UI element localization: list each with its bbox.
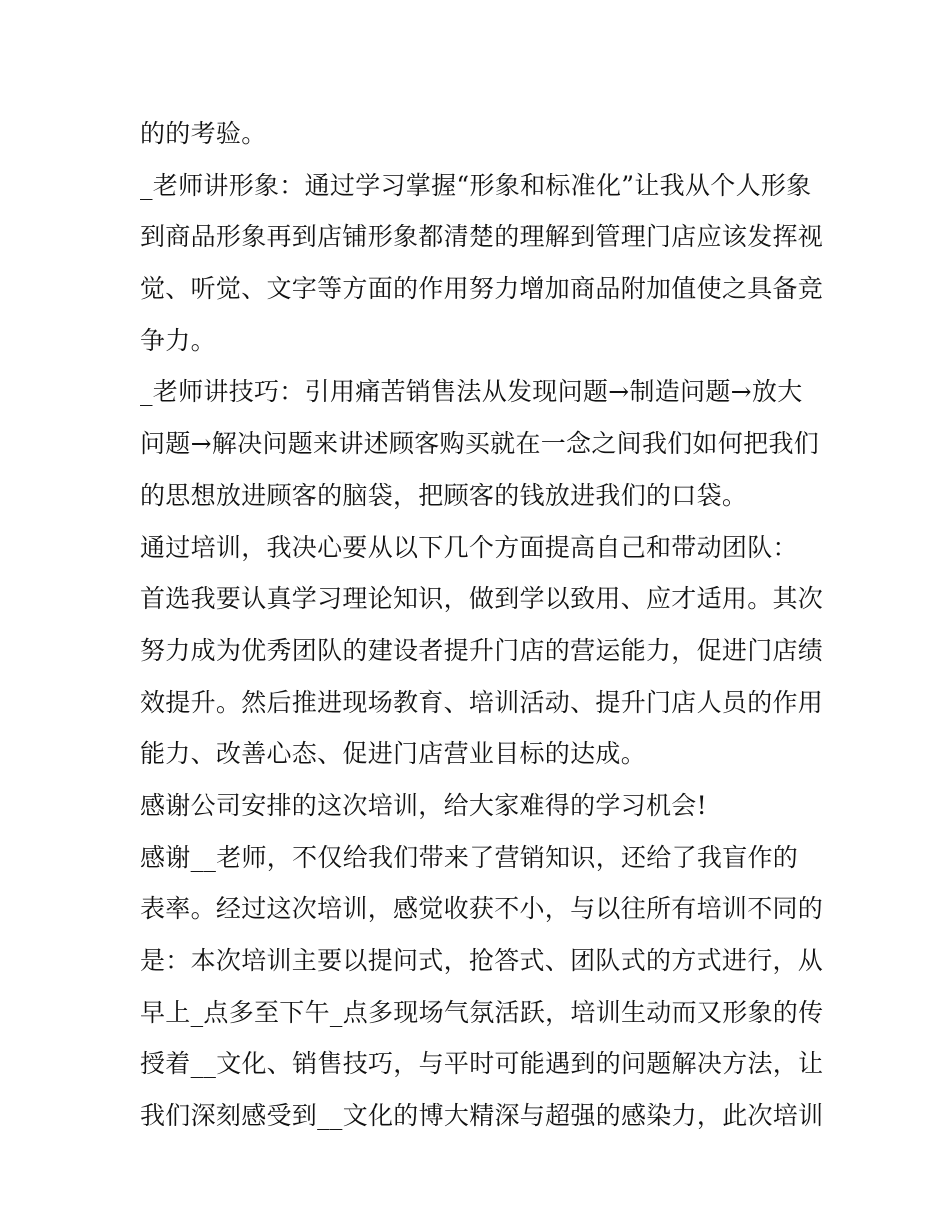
text-line: 授着__文化、销售技巧，与平时可能遇到的问题解决方法，让 (140, 1049, 824, 1079)
text-line: 争力。 (140, 325, 216, 355)
text-line: 通过培训，我决心要从以下几个方面提高自己和带动团队： (140, 532, 798, 562)
text-line: _老师讲技巧：引用痛苦销售法从发现问题→制造问题→放大 (140, 377, 803, 407)
text-line: 能力、改善心态、促进门店营业目标的达成。 (140, 739, 647, 769)
text-line: 首选我要认真学习理论知识，做到学以致用、应才适用。其次 (140, 584, 824, 614)
text-line: 的思想放进顾客的脑袋，把顾客的钱放进我们的口袋。 (140, 480, 748, 510)
body-text (140, 108, 824, 1142)
text-line: 感谢__老师，不仅给我们带来了营销知识，还给了我盲作的 (140, 842, 799, 872)
text-line: 我们深刻感受到__文化的博大精深与超强的感染力，此次培训 (140, 1101, 824, 1131)
text-line: 表率。经过这次培训，感觉收获不小，与以往所有培训不同的 (140, 894, 824, 924)
text-line: 是：本次培训主要以提问式，抢答式、团队式的方式进行，从 (140, 946, 824, 975)
text-line: 努力成为优秀团队的建设者提升门店的营运能力，促进门店绩 (140, 635, 824, 665)
text-line: 到商品形象再到店铺形象都清楚的理解到管理门店应该发挥视 (140, 222, 824, 252)
text-line: 觉、听觉、文字等方面的作用努力增加商品附加值使之具备竞 (140, 274, 824, 304)
text-line: 效提升。然后推进现场教育、培训活动、提升门店人员的作用 (140, 687, 824, 717)
text-line: 问题→解决问题来讲述顾客购买就在一念之间我们如何把我们 (140, 429, 820, 459)
text-line: 的的考验。 (140, 119, 267, 148)
text-line: _老师讲形象：通过学习掌握“形象和标准化”让我从个人形象 (140, 170, 812, 200)
text-line: 早上_点多至下午_点多现场气氛活跃，培训生动而又形象的传 (140, 997, 824, 1027)
text-line: 感谢公司安排的这次培训，给大家难得的学习机会! (140, 790, 707, 820)
